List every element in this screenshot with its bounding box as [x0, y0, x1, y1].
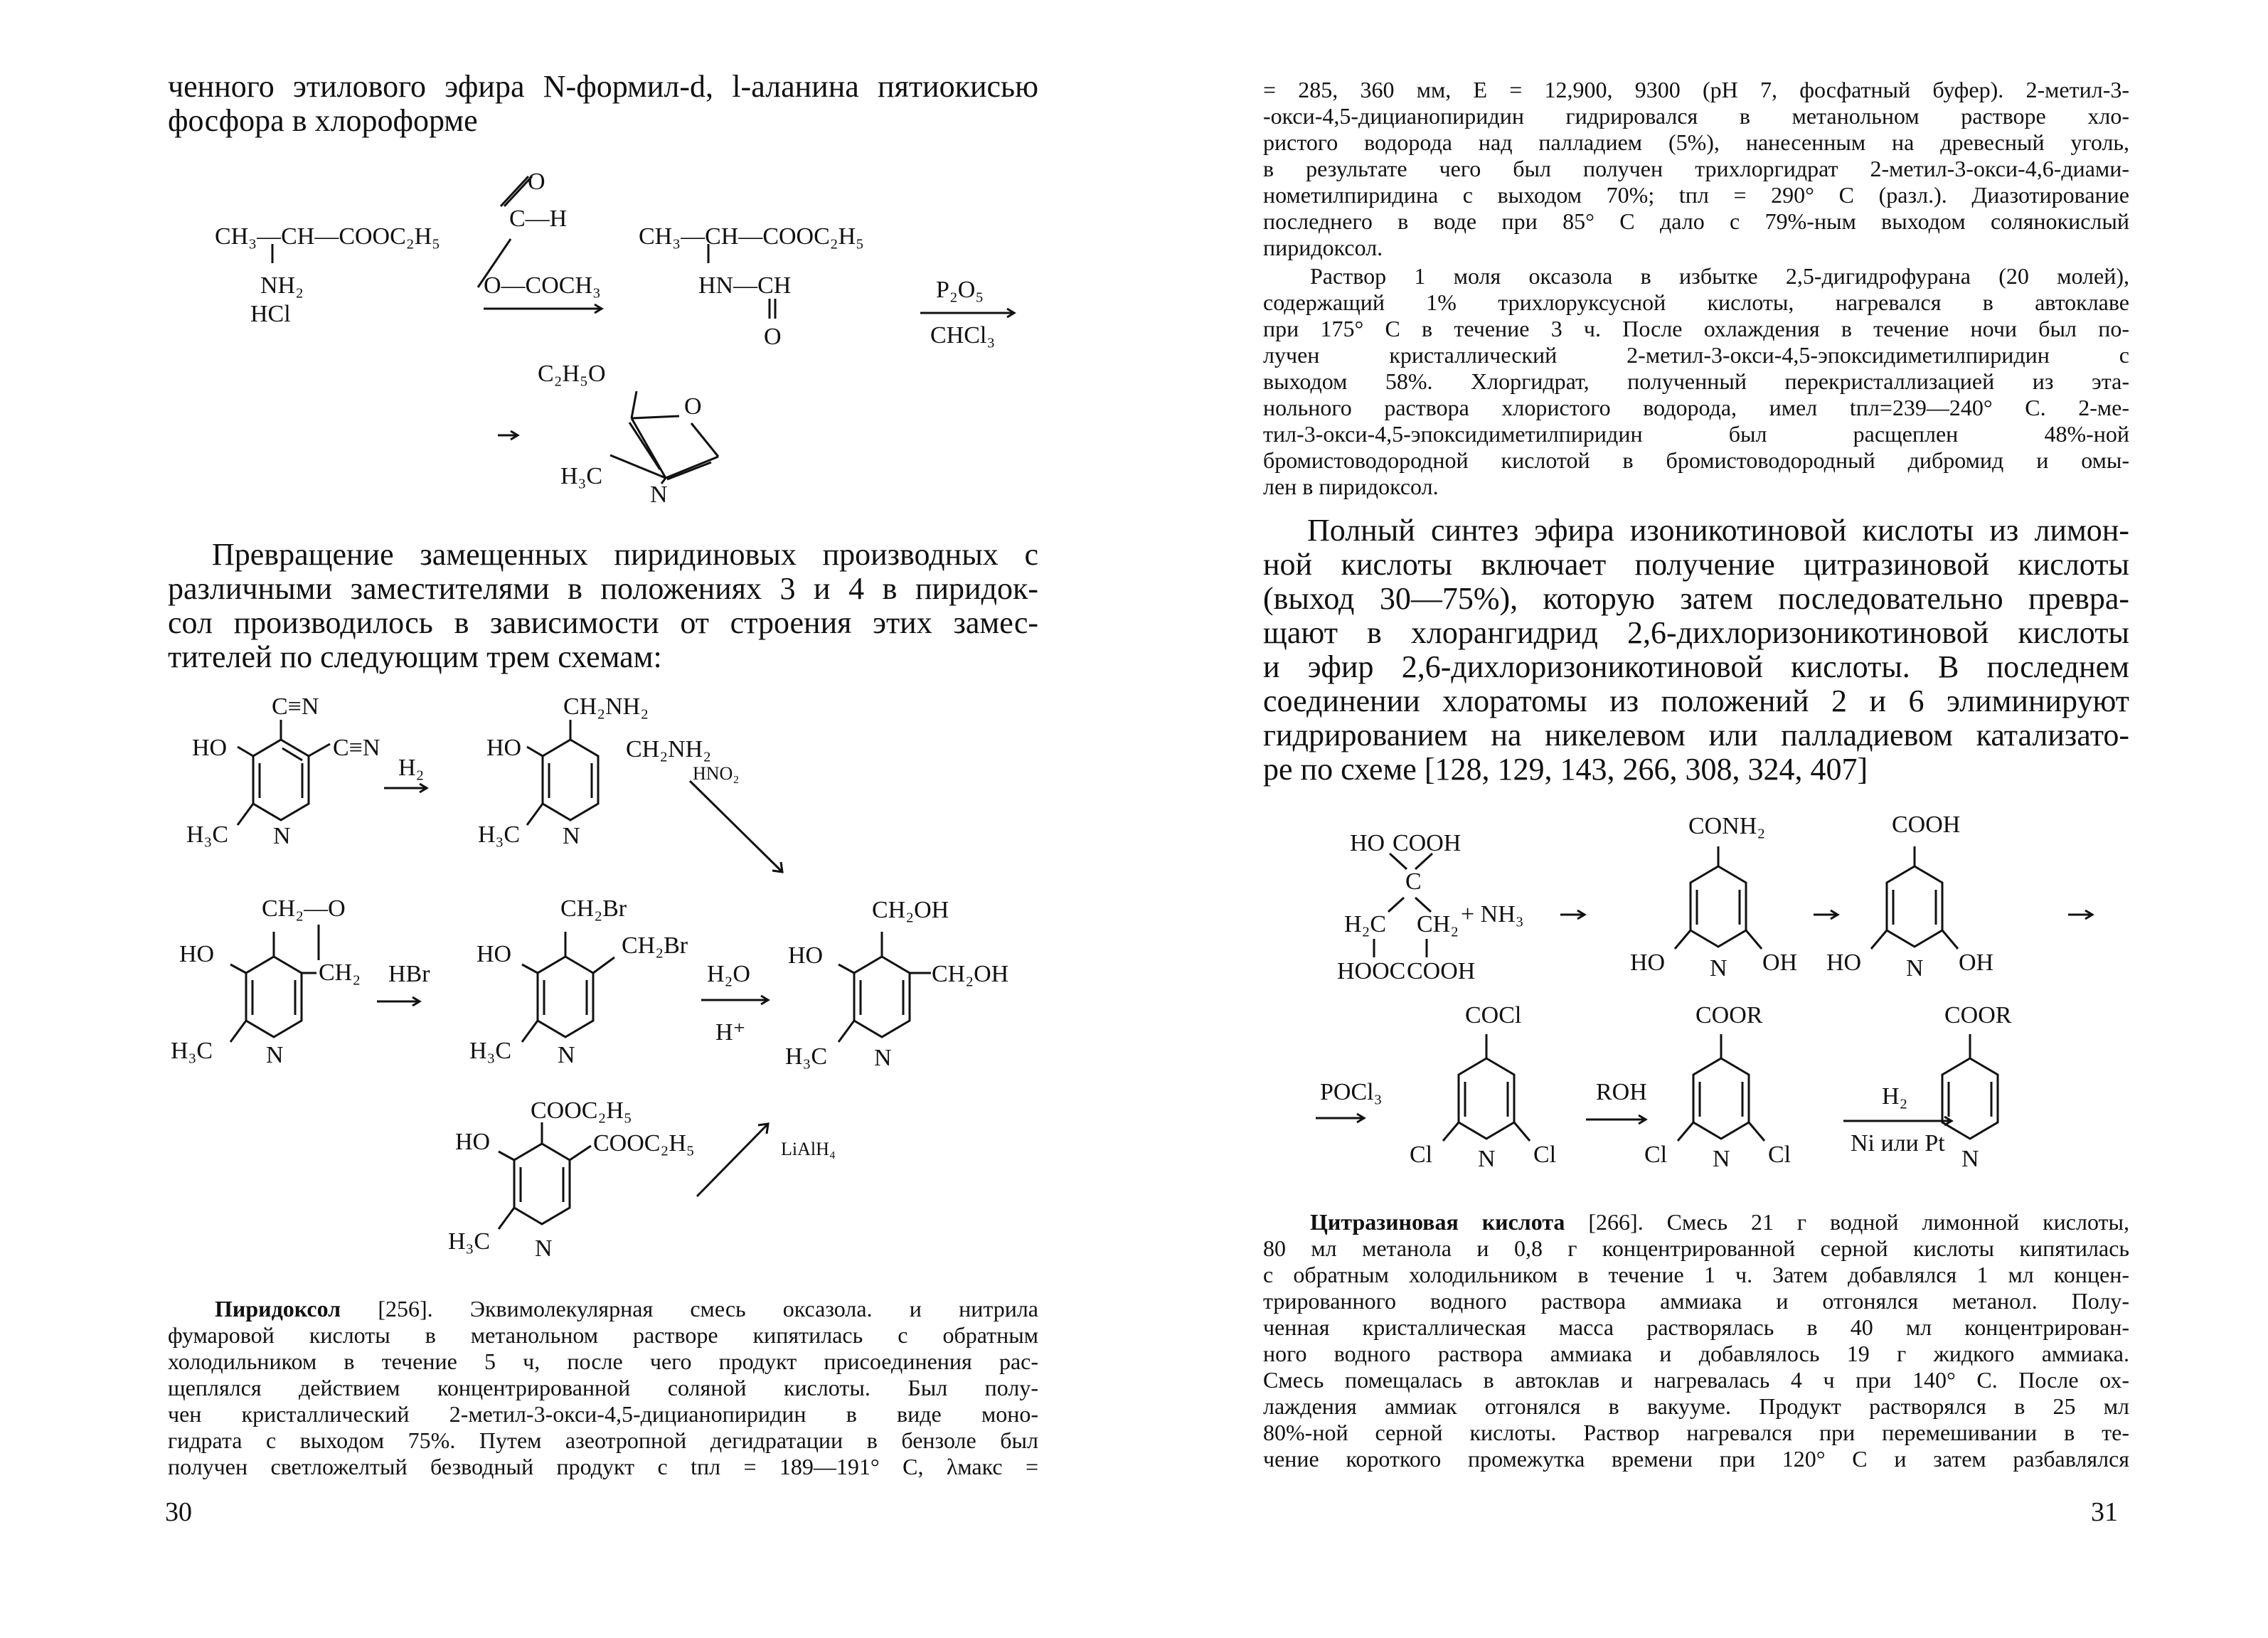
label-ni-pt: Ni или Pt — [1851, 1130, 1945, 1156]
paragraph-line: (выход 30—75%), которую затем последовательно превра- — [1263, 581, 2129, 616]
cocl-ring-cl-right: Cl — [1533, 1142, 1557, 1168]
paragraph-line: 80 мл метанола и 0,8 г концентрированной серной кислоты кипятилась — [1263, 1235, 2129, 1261]
condition-chcl3: CHCl₃ — [930, 322, 996, 349]
ring-f-h3c: H₃C — [448, 1228, 491, 1255]
paragraph-line: с обратным холодильником в течение 1 ч. Затем добавлялся 1 мл концен- — [1263, 1262, 2129, 1287]
ring-c-h3c: H₃C — [171, 1038, 213, 1064]
right-page — [1134, 0, 2268, 1638]
paragraph-line: фумаровой кислоты в метанольном растворе кипятилась с обратным — [168, 1322, 1038, 1348]
arrow-h2-label: H₂ — [398, 755, 425, 781]
paragraph-line: в результате чего был получен трихлоргидрат 2-метил-3-окси-4,6-диами- — [1263, 156, 2129, 181]
label-plus-nh3: + NH₃ — [1461, 901, 1524, 927]
intro-line: ченного этилового эфира N-формил-d, l-аланина пятиокисью — [168, 69, 1038, 104]
ring-f-cooc2h5-top: COOC₂H₅ — [531, 1097, 632, 1124]
ester-ring-n: N — [1713, 1146, 1730, 1172]
paragraph-line: лучен кристаллический 2-метил-3-окси-4,5-эпоксидиметилпиридин с — [1263, 342, 2129, 368]
acid-ho: HO — [1826, 950, 1862, 976]
citric-ch2: CH₂ — [1417, 911, 1459, 937]
ring-d-ch2br-top: CH₂Br — [560, 895, 627, 922]
label-roh: ROH — [1596, 1079, 1647, 1105]
ring-b-ch2nh2-top: CH₂NH₂ — [563, 693, 649, 720]
paragraph-line: ной кислоты включает получение цитразиновой кислоты — [1263, 547, 2129, 582]
ring-d-n: N — [558, 1042, 575, 1068]
paragraph-line: ре по схеме [128, 129, 143, 266, 308, 324, 407] — [1263, 752, 1868, 787]
paragraph-line: и эфир 2,6-дихлоризоникотиновой кислоты. В последнем — [1263, 649, 2129, 684]
ring-e-n: N — [874, 1045, 892, 1071]
citric-cooh-bottom: COOH — [1407, 958, 1476, 984]
paragraph-line: бромистоводородной кислотой в бромистоводородный дибромид и омы- — [1263, 447, 2129, 473]
paragraph-line: получен светложелтый безводный продукт с tпл = 189—191° С, λмакс = — [168, 1454, 1038, 1479]
ring-d-ho: HO — [477, 941, 512, 967]
condition-p2o5: P₂O₅ — [936, 277, 984, 303]
paragraph-line: [256]. Эквимолекулярная смесь оксазола. и нитрила — [341, 1296, 1038, 1321]
paragraph-line: содержащий 1% трихлоруксусной кислоты, нагревался в автоклаве — [1263, 289, 2129, 315]
paragraph-line: -окси-4,5-дицианопиридин гидрировался в метанольном растворе хло- — [1263, 103, 2129, 129]
reagent-o: O — [528, 169, 545, 195]
ring-f-ho: HO — [455, 1129, 491, 1155]
reagent-ococh3: O—COCH₃ — [484, 272, 601, 299]
label-h2: H₂ — [1882, 1083, 1908, 1110]
paragraph-line: Превращение замещенных пиридиновых производных с — [212, 537, 1038, 572]
intro-line: фосфора в хлороформе — [168, 103, 478, 138]
paragraph-line: ного водного раствора аммиака и добавлялось 19 г жидкого аммиака. — [1263, 1341, 2129, 1366]
citric-c: C — [1405, 868, 1422, 895]
ring-b-h3c: H₃C — [478, 821, 521, 848]
paragraph-line: тителей по следующим трем схемам: — [168, 639, 662, 674]
oxazole-h3c: H₃C — [560, 463, 603, 489]
citric-hooc: HOOC — [1337, 958, 1406, 984]
paragraph-line: лаждения аммиак отгонялся в вакууме. Продукт растворялся в 25 мл — [1263, 1393, 2129, 1419]
paragraph-line: 80%-ной серной кислоты. Раствор нагревался при перемешивании в те- — [1263, 1420, 2129, 1445]
paragraph-line: различными заместителями в положениях 3 и 4 в пиридок- — [168, 571, 1038, 606]
citric-h2c: H₂C — [1344, 911, 1387, 937]
paragraph-line: нометилпиридина с выходом 70%; tпл = 290° С (разл.). Диазотирование — [1263, 182, 2129, 208]
ring-c-n: N — [266, 1042, 284, 1068]
oxazole-o: O — [684, 393, 702, 420]
ring-e-ho: HO — [788, 942, 824, 969]
paragraph-line: щают в хлорангидрид 2,6-дихлоризоникотиновой кислоты — [1263, 615, 2129, 650]
ring-a-h3c: H₃C — [186, 821, 229, 848]
label-hno2: HNO₂ — [693, 763, 740, 784]
amide-conh2: CONH₂ — [1688, 813, 1766, 839]
amide-oh: OH — [1762, 950, 1798, 976]
ring-a-ho: HO — [192, 735, 228, 761]
label-lialh4: LiAlH₄ — [781, 1139, 836, 1159]
page-number-right: 31 — [2091, 1497, 2118, 1527]
oxazole-n: N — [650, 482, 668, 508]
label-hbr: HBr — [388, 961, 430, 987]
paragraph-line: тил-3-окси-4,5-эпоксидиметилпиридин был расщеплен 48%-ной — [1263, 421, 2129, 447]
ring-a-n: N — [273, 823, 291, 849]
paragraph-line: ристого водорода над палладием (5%), нанесенным на древесный уголь, — [1263, 129, 2129, 155]
paragraph-line: при 175° С в течение 3 ч. После охлаждения в течение ночи был по- — [1263, 316, 2129, 341]
ester-ring-cl-left: Cl — [1644, 1142, 1668, 1168]
r1-formula: CH₃—CH—COOC₂H₅ — [215, 223, 441, 250]
scheme-citrazinic-acid — [1134, 0, 2268, 1209]
paragraph-line: чение короткого промежутка времени при 120° С и затем разбавлялся — [1263, 1446, 2129, 1472]
amide-n: N — [1710, 955, 1727, 982]
oxazole-c2h5o: C₂H₅O — [538, 361, 606, 387]
ring-e-ch2oh-right: CH₂OH — [932, 961, 1009, 987]
paragraph-line: соединении хлоратомы из положений 2 и 6 элиминируют — [1263, 684, 2129, 718]
label-hplus: H⁺ — [715, 1019, 746, 1046]
ring-d-h3c: H₃C — [469, 1038, 512, 1064]
ring-f-cooc2h5-right: COOC₂H₅ — [593, 1130, 695, 1156]
paragraph-pyridoxol — [168, 1296, 1038, 1480]
ring-c-ch2: CH₂ — [319, 959, 361, 986]
paragraph-line: холодильником в течение 5 ч, после чего продукт присоединения рас- — [168, 1349, 1038, 1374]
ring-b-ch2nh2-right: CH₂NH₂ — [626, 736, 712, 762]
paragraph-line: нольного раствора хлористого водорода, имел tпл=239—240° С. 2-ме- — [1263, 395, 2129, 420]
paragraph-line: [266]. Смесь 21 г водной лимонной кислоты, — [1565, 1209, 2130, 1235]
label-pocl3: POCl₃ — [1320, 1079, 1383, 1105]
paragraph-line: = 285, 360 мм, E = 12,900, 9300 (pH 7, фосфатный буфер). 2-метил-3- — [1263, 77, 2129, 102]
ring-c-ho: HO — [179, 941, 215, 967]
paragraph-line: последнего в воде при 85° С дало с 79%-ным выходом солянокислый — [1263, 208, 2129, 234]
final-ring-n: N — [1961, 1146, 1979, 1172]
cocl-ring-cl-left: Cl — [1410, 1142, 1433, 1168]
ester-coor: COOR — [1695, 1002, 1763, 1028]
cocl-group: COCl — [1465, 1002, 1522, 1028]
ring-e-ch2oh-top: CH₂OH — [872, 897, 949, 923]
paragraph-line: Раствор 1 моля оксазола в избытке 2,5-дигидрофурана (20 молей), — [1310, 263, 2129, 289]
reagent-ch: C—H — [509, 206, 568, 232]
paragraph-line: пиридоксол. — [1263, 235, 1383, 260]
bold-heading-citrazinic: Цитразиновая кислота — [1310, 1209, 1565, 1235]
paragraph-line: гидрированием на никелевом или палладиевом катализато- — [1263, 718, 2129, 752]
product-hnch: HN—CH — [698, 272, 792, 299]
r1-nh2: NH₂ — [260, 272, 304, 299]
paragraph-line: лен в пиридоксол. — [1263, 474, 1439, 499]
paragraph-line: Полный синтез эфира изоникотиновой кислоты из лимон- — [1307, 513, 2129, 548]
paragraph-line: трированного водного раствора аммиака и отгонялся метанол. Полу- — [1263, 1288, 2129, 1314]
ring-c-ch2o: CH₂—O — [262, 895, 346, 922]
bold-heading-pyridoxol: Пиридоксол — [215, 1296, 341, 1321]
ring-b-n: N — [563, 823, 580, 849]
scheme-pyridoxol-routes — [0, 0, 1134, 1280]
paragraph-citrazinic-acid — [1263, 1209, 2129, 1472]
product-o: O — [764, 324, 782, 350]
amide-ho: HO — [1630, 950, 1666, 976]
ester-ring-cl-right: Cl — [1768, 1142, 1791, 1168]
cocl-ring-n: N — [1478, 1146, 1496, 1172]
paragraph-line: щеплялся действием концентрированной соляной кислоты. Был полу- — [168, 1375, 1038, 1400]
page-number-left: 30 — [165, 1497, 192, 1527]
paragraph-line: гидрата с выходом 75%. Путем азеотропной дегидратации в бензоле был — [168, 1427, 1038, 1453]
paragraph-line: ченная кристаллическая масса растворялась в 40 мл концентрирован- — [1263, 1314, 2129, 1340]
acid-oh: OH — [1959, 950, 1994, 976]
citric-ho: HO — [1350, 830, 1385, 856]
paragraph-line: сол производилось в зависимости от строения этих замес- — [168, 605, 1038, 640]
acid-n: N — [1906, 955, 1924, 982]
label-h2o: H₂O — [707, 961, 750, 987]
ring-e-h3c: H₃C — [785, 1043, 828, 1070]
citric-cooh-top: COOH — [1393, 830, 1462, 856]
final-coor: COOR — [1944, 1002, 2012, 1028]
acid-cooh: COOH — [1892, 812, 1961, 838]
r1-hcl: HCl — [250, 301, 291, 327]
product-formula: CH₃—CH—COOC₂H₅ — [639, 223, 865, 250]
paragraph-line: чен кристаллический 2-метил-3-окси-4,5-дицианопиридин в виде моно- — [168, 1401, 1038, 1427]
ring-a-cn-right: C≡N — [333, 735, 380, 761]
paragraph-line: Смесь помещалась в автоклав и нагревалась 4 ч при 140° С. После ох- — [1263, 1367, 2129, 1393]
ring-f-n: N — [535, 1235, 553, 1262]
ring-b-ho: HO — [486, 735, 522, 761]
paragraph-line: выходом 58%. Хлоргидрат, полученный перекристаллизацией из эта- — [1263, 368, 2129, 394]
ring-d-ch2br-right: CH₂Br — [622, 932, 688, 959]
ring-a-cn-top: C≡N — [272, 693, 319, 720]
